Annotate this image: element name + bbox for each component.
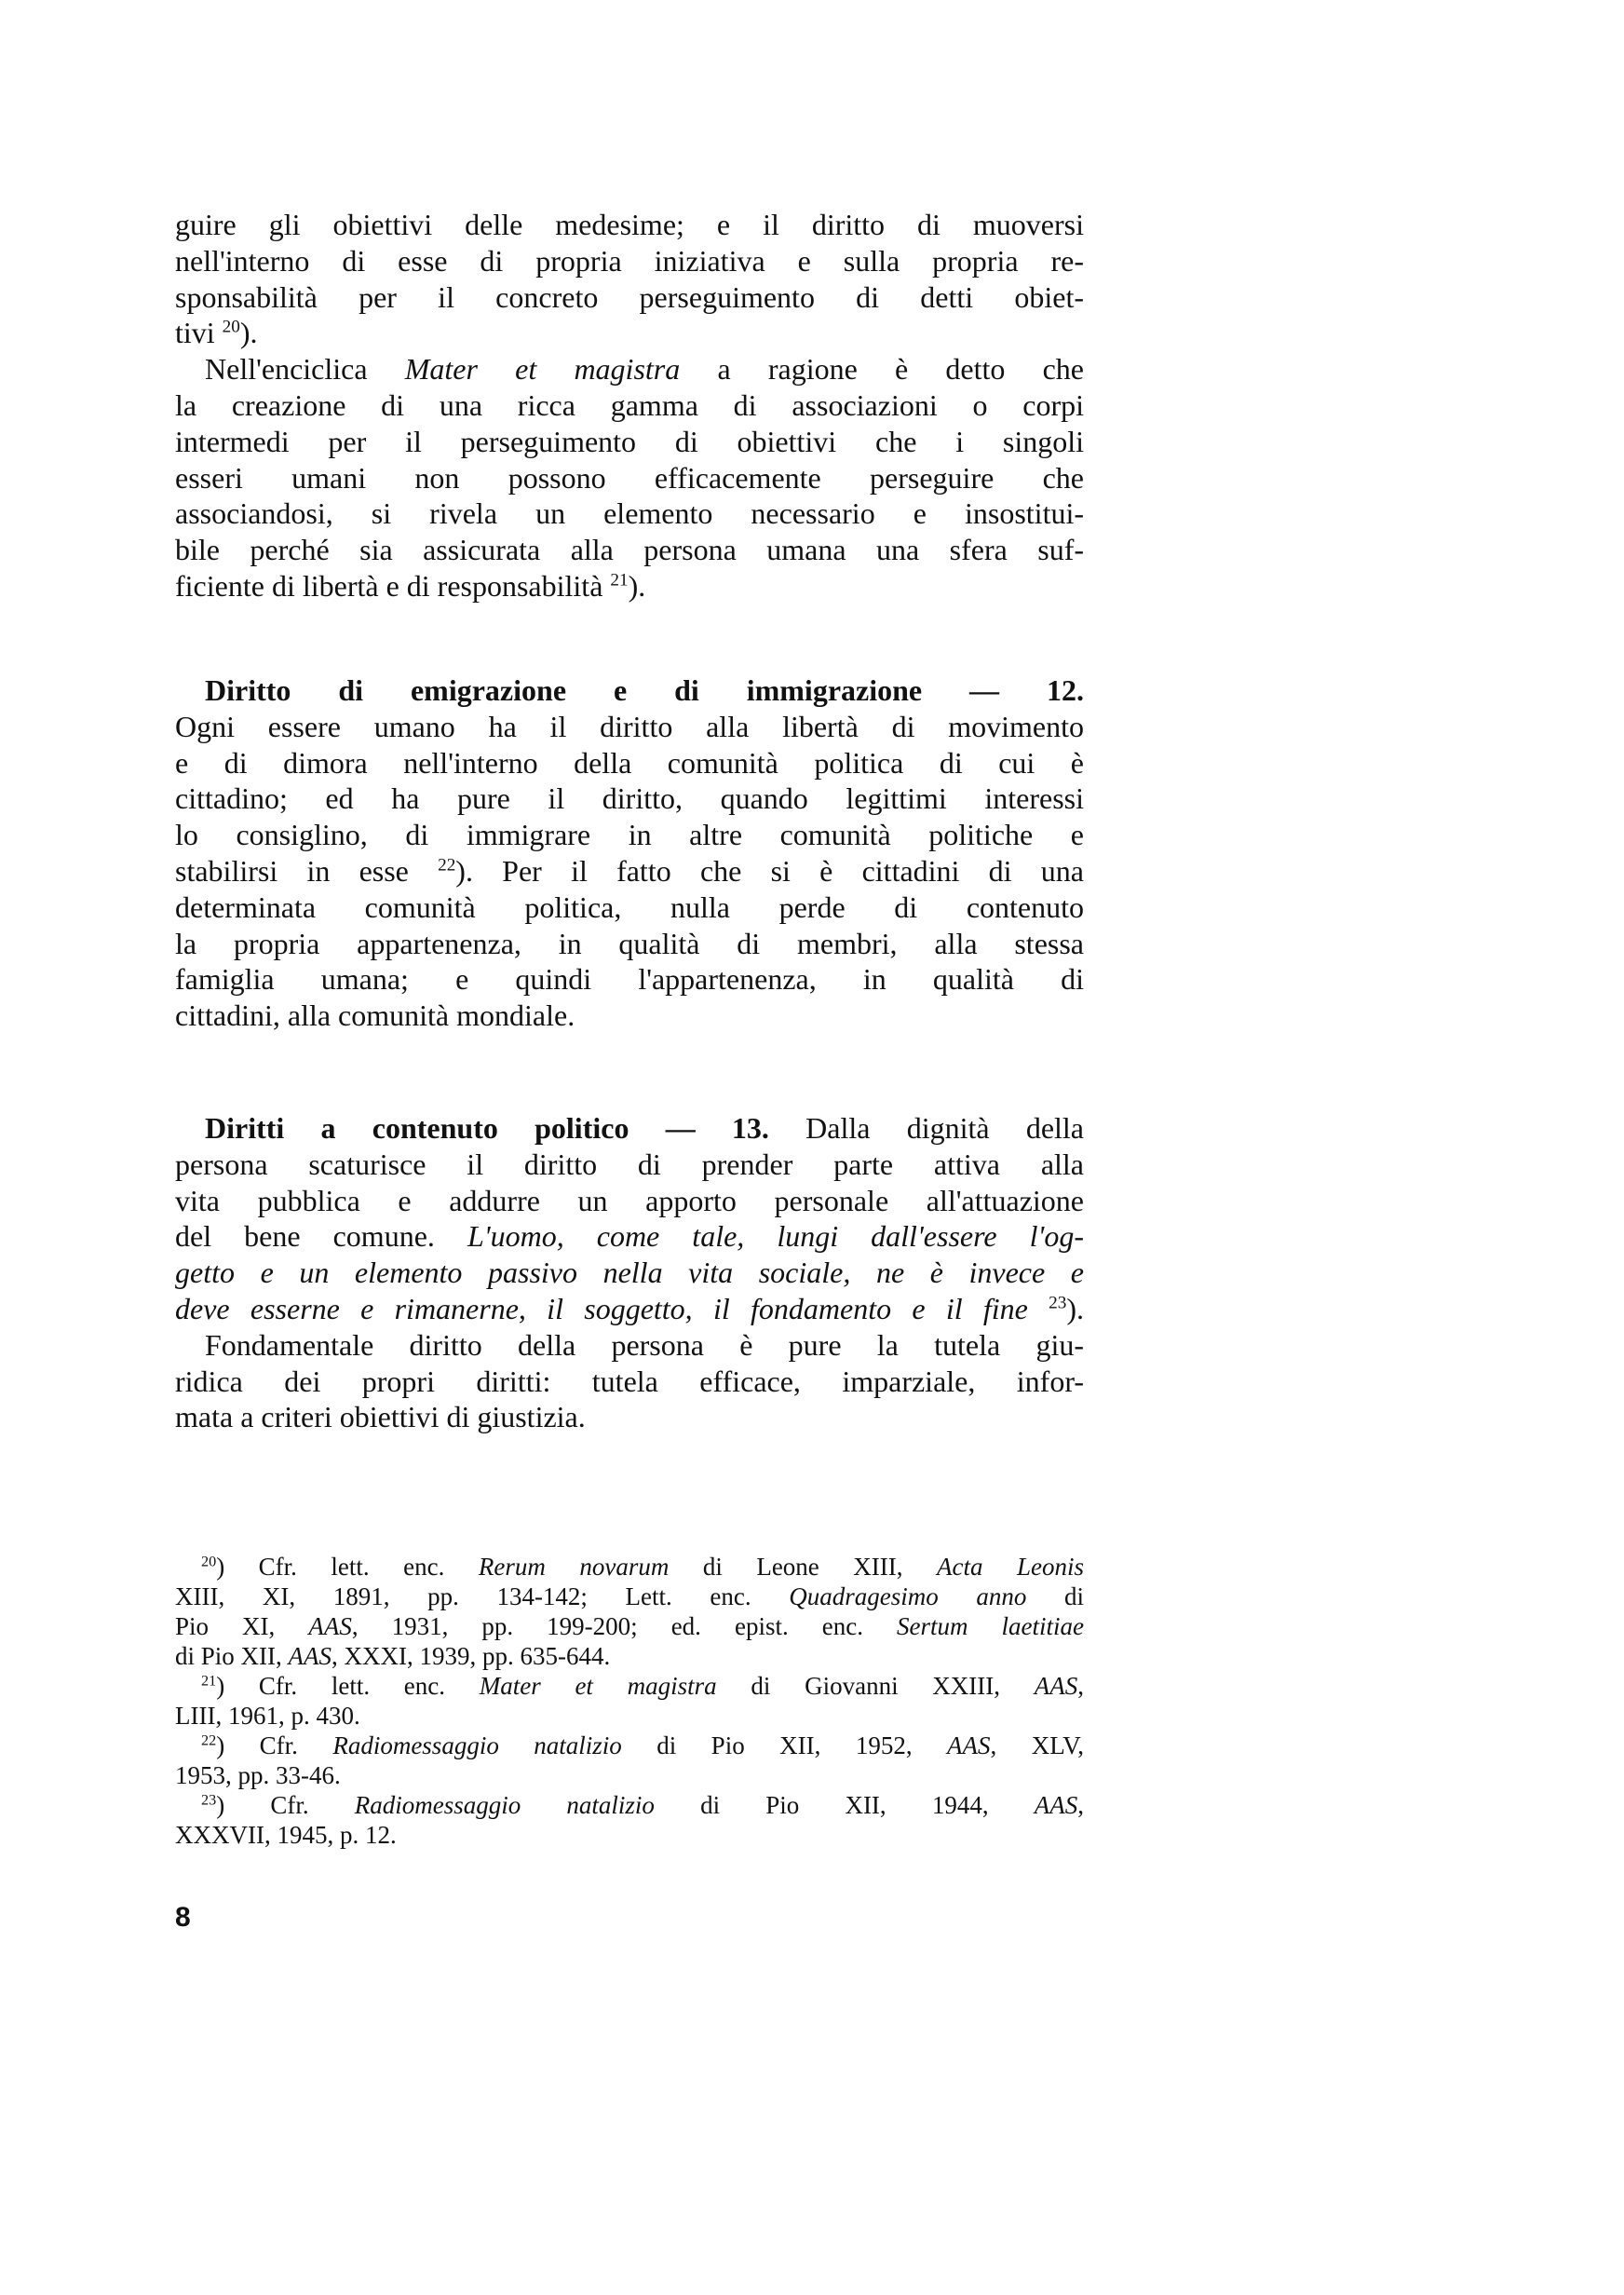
text-run: la creazione di una ricca gamma di associazioni o corpi <box>175 387 1084 422</box>
text-line <box>175 207 1084 243</box>
text-run: di Pio XII, 1952, <box>621 1731 948 1759</box>
text-line <box>175 889 1084 926</box>
text-run: ) Cfr. <box>216 1791 355 1819</box>
text-line <box>175 853 1084 889</box>
text-run: di Leone XIII, <box>669 1553 938 1581</box>
text-run: del bene comune. <box>175 1219 467 1254</box>
text-run: Dalla dignità della <box>768 1111 1085 1145</box>
text-line <box>175 926 1084 962</box>
text-line <box>175 1183 1084 1219</box>
text-line <box>175 1790 1084 1820</box>
text-run: di Pio XII, 1944, <box>654 1791 1035 1819</box>
text-run: guire gli obiettivi delle medesime; e il diritto di muoversi <box>175 208 1084 241</box>
text-run: bile perché sia assicurata alla persona umana una sfera suf- <box>175 533 1084 567</box>
text-run: ) Cfr. <box>216 1731 333 1759</box>
text-run: 1953, pp. 33-46. <box>175 1761 341 1789</box>
text-line <box>175 1611 1084 1641</box>
text-run: Ogni essere umano ha il diritto alla libertà di movimento <box>175 709 1084 743</box>
text-line <box>175 1110 1084 1147</box>
text-run: la propria appartenenza, in qualità di membri, alla stessa <box>175 926 1084 960</box>
italic-text: Radiomessaggio natalizio <box>354 1791 655 1819</box>
text-run: di Giovanni XXIII, <box>716 1672 1035 1700</box>
text-run: Nell'enciclica <box>205 352 405 387</box>
footnote-ref: 21 <box>201 1672 217 1690</box>
text-line <box>175 568 1084 604</box>
text-line <box>175 1731 1084 1760</box>
text-line <box>175 243 1084 279</box>
text-run: , XLV, <box>990 1731 1084 1759</box>
page-number: 8 <box>175 1902 191 1933</box>
text-run: , XXXI, 1939, pp. 635-644. <box>332 1642 611 1670</box>
italic-text: Mater et magistra <box>404 352 681 387</box>
text-run: mata a criteri obiettivi di giustizia. <box>175 1400 586 1434</box>
text-run: cittadino; ed ha pure il diritto, quando legittimi interessi <box>175 781 1084 816</box>
text-line <box>175 1147 1084 1183</box>
text-run: Fondamentale diritto della persona è pure la tutela giu- <box>205 1327 1084 1362</box>
text-run: , <box>1077 1672 1084 1700</box>
text-line <box>175 1820 1084 1850</box>
text-line <box>175 1291 1084 1327</box>
text-line <box>175 1701 1084 1731</box>
italic-text: Rerum novarum <box>478 1553 670 1581</box>
text-run: ) Cfr. lett. enc. <box>216 1553 479 1581</box>
text-line <box>175 387 1084 424</box>
text-run: cittadini, alla comunità mondiale. <box>175 998 575 1033</box>
italic-text: AAS <box>1034 1791 1078 1819</box>
text-run: persona scaturisce il diritto di prender parte attiva alla <box>175 1147 1084 1181</box>
text-line <box>175 1364 1084 1400</box>
text-line <box>175 961 1084 998</box>
text-run: ). <box>628 568 646 603</box>
footnote-ref: 20 <box>222 317 240 337</box>
italic-text: Mater et magistra <box>479 1672 717 1700</box>
text-line <box>175 351 1084 387</box>
text-run: , <box>1077 1791 1084 1819</box>
footnote-ref: 20 <box>201 1553 217 1570</box>
text-line <box>175 315 1084 351</box>
footnote-ref: 21 <box>610 570 629 591</box>
text-line <box>175 496 1084 532</box>
text-line <box>175 1552 1084 1582</box>
text-run: ). <box>239 316 258 350</box>
text-run: LIII, 1961, p. 430. <box>175 1702 360 1730</box>
italic-text: AAS <box>1034 1672 1078 1700</box>
text-line <box>175 460 1084 496</box>
text-line <box>175 672 1084 709</box>
italic-text: AAS <box>947 1731 991 1759</box>
italic-text: Quadragesimo anno <box>789 1582 1027 1610</box>
text-run: stabilirsi in esse <box>175 853 439 888</box>
text-run: a ragione è detto che <box>680 352 1085 387</box>
italic-text: Sertum laetitiae <box>897 1612 1084 1640</box>
text-run: associandosi, si rivela un elemento necessario e insostitui- <box>175 496 1084 531</box>
text-line <box>175 998 1084 1034</box>
text-run: determinata comunità politica, nulla perde di contenuto <box>175 889 1084 924</box>
text-line <box>175 1671 1084 1701</box>
text-line <box>175 1399 1084 1435</box>
text-run: vita pubblica e addurre un apporto personale all'attuazione <box>175 1183 1084 1217</box>
text-line <box>175 1218 1084 1255</box>
section-diritti-politici <box>175 1110 1084 1435</box>
text-run: famiglia umana; e quindi l'appartenenza, in qualità di <box>175 962 1084 997</box>
italic-text: AAS <box>288 1642 332 1670</box>
text-line <box>175 817 1084 853</box>
footnote-ref: 23 <box>201 1791 217 1809</box>
text-run: intermedi per il perseguimento di obiettivi che i singoli <box>175 424 1084 458</box>
section-emigrazione <box>175 672 1084 1034</box>
text-line <box>175 1760 1084 1790</box>
text-run: XXXVII, 1945, p. 12. <box>175 1821 397 1849</box>
text-line <box>175 532 1084 568</box>
text-run: lo consiglino, di immigrare in altre comunità politiche e <box>175 818 1084 852</box>
italic-text: AAS <box>308 1612 352 1640</box>
footnote-ref: 23 <box>1049 1293 1067 1313</box>
text-run: nell'interno di esse di propria iniziativa e sulla propria re- <box>175 243 1084 278</box>
text-line <box>175 1582 1084 1611</box>
footnote-ref: 22 <box>438 855 456 876</box>
paragraph-block <box>175 207 1084 604</box>
text-run: , 1931, pp. 199-200; ed. epist. enc. <box>351 1612 897 1640</box>
italic-text: getto e un elemento passivo nella vita sociale, ne è invece e <box>175 1256 1084 1290</box>
text-run: ). <box>1066 1291 1084 1325</box>
text-run: ) Cfr. lett. enc. <box>216 1672 480 1700</box>
italic-text: Radiomessaggio natalizio <box>332 1731 622 1759</box>
text-run: XIII, XI, 1891, pp. 134-142; Lett. enc. <box>175 1582 790 1610</box>
text-line <box>175 1327 1084 1364</box>
text-run: Pio XI, <box>175 1612 309 1640</box>
italic-text: Acta Leonis <box>937 1553 1084 1581</box>
text-run: di Pio XII, <box>175 1642 289 1670</box>
text-line <box>175 781 1084 817</box>
section-heading: Diritto di emigrazione e di immigrazione — 12. <box>205 673 1084 707</box>
text-line <box>175 279 1084 316</box>
text-line <box>175 424 1084 460</box>
footnotes <box>175 1552 1084 1850</box>
footnote-ref: 22 <box>201 1731 217 1749</box>
section-heading: Diritti a contenuto politico — 13. <box>205 1111 769 1145</box>
text-run: tivi <box>175 316 223 350</box>
text-run: sponsabilità per il concreto perseguimento di detti obiet- <box>175 279 1084 314</box>
text-line <box>175 1641 1084 1671</box>
text-run: e di dimora nell'interno della comunità politica di cui è <box>175 745 1084 780</box>
text-run: esseri umani non possono efficacemente perseguire che <box>175 460 1084 495</box>
italic-text: deve esserne e rimanerne, il soggetto, il fondamento e il fine <box>175 1291 1049 1325</box>
text-line <box>175 709 1084 745</box>
italic-text: L'uomo, come tale, lungi dall'essere l'og- <box>467 1219 1084 1254</box>
text-run: di <box>1026 1582 1084 1610</box>
text-line <box>175 1255 1084 1291</box>
text-run: ridica dei propri diritti: tutela efficace, imparziale, infor- <box>175 1364 1084 1398</box>
text-run: ficiente di libertà e di responsabilità <box>175 568 611 603</box>
text-line <box>175 745 1084 781</box>
text-run: ). Per il fatto che si è cittadini di una <box>455 853 1084 888</box>
